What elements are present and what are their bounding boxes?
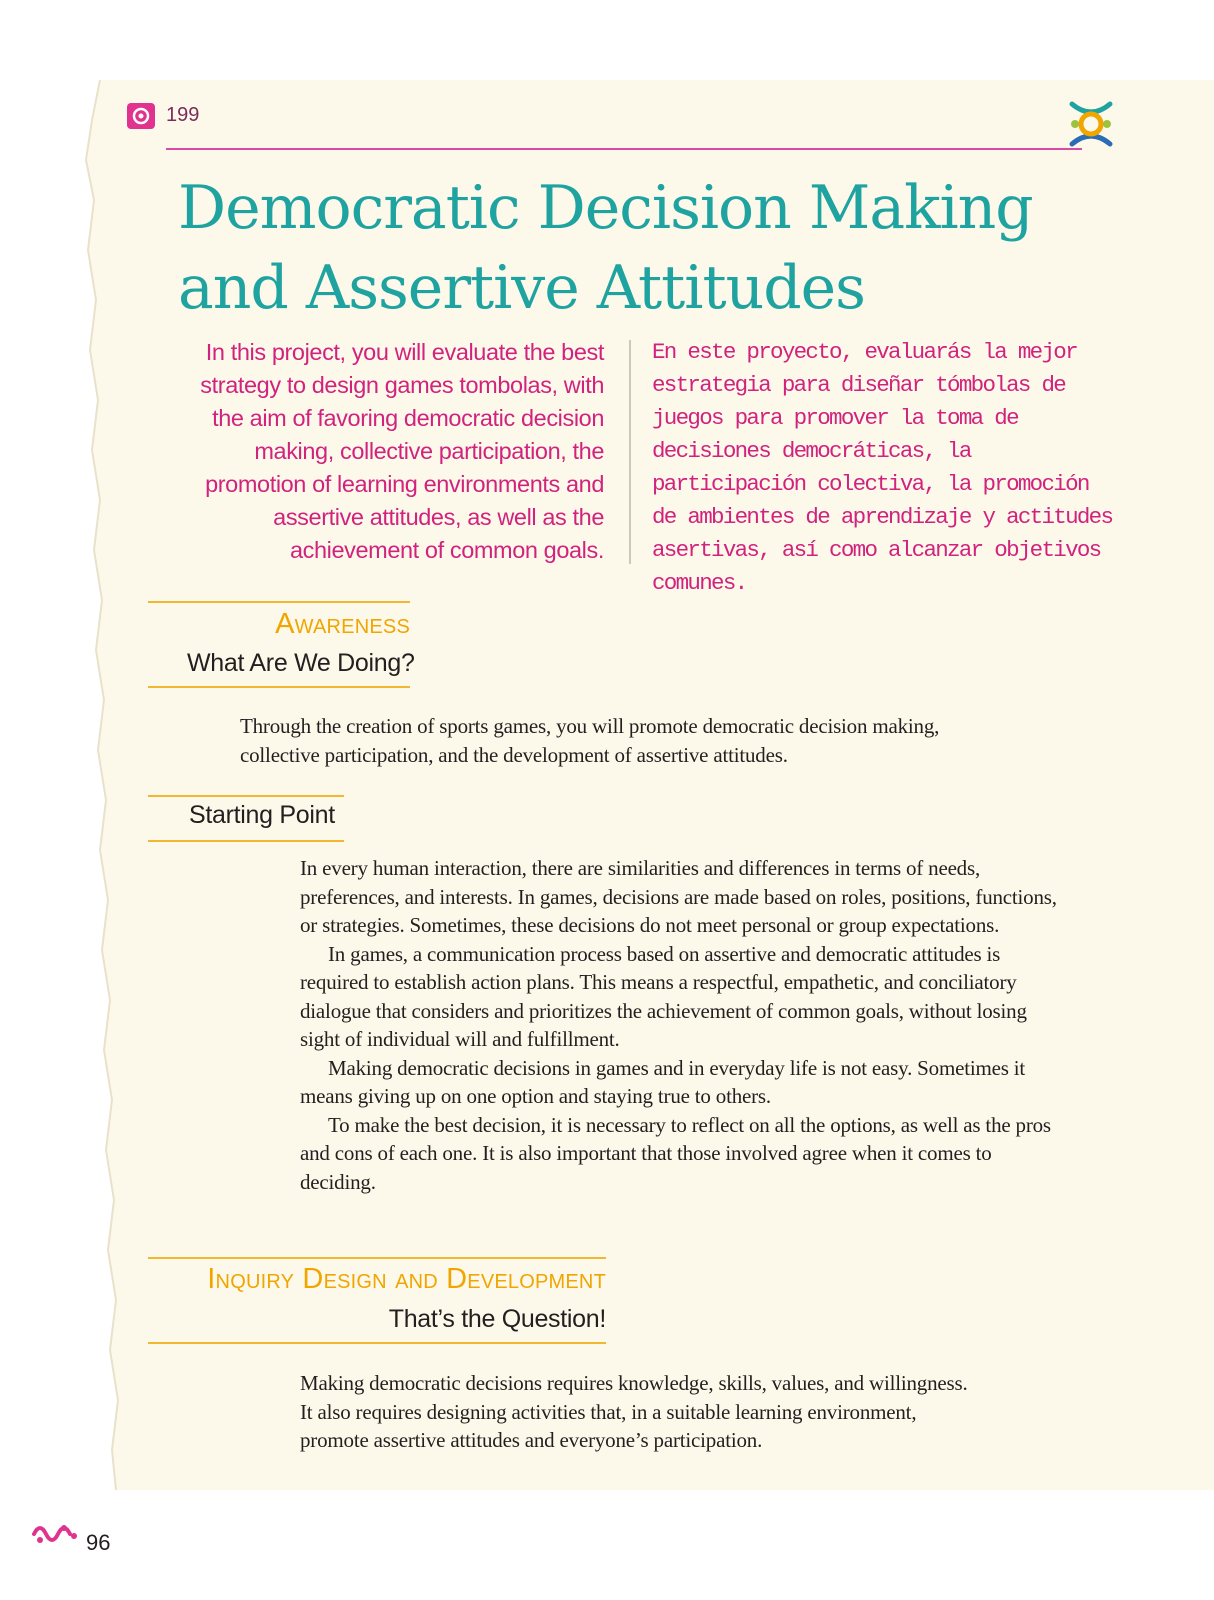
intro-divider [629,340,631,564]
logo-icon [1066,98,1116,150]
inquiry-rule-top [148,1257,606,1259]
starting-point-body [300,854,1060,1196]
page-title [178,168,1078,328]
header-rule [166,148,1082,150]
page-title-line-2: and Assertive Attitudes [178,253,865,323]
intro-spanish: En este proyecto, evaluarás la mejor estrategia para diseñar tómbolas de juegos para promover la toma de decisiones democráticas, la participación colectiva, la promoción de ambientes de aprendizaje y actitudes asertivas, así como alcanzar objetivos comunes. [652,339,1113,596]
awareness-heading: Awareness [275,608,410,640]
header-page-reference: 199 [166,104,200,126]
awareness-text: Through the creation of sports games, you will promote democratic decision making, collective participation, and the development of assertive attitudes. [240,714,940,767]
header-ornament-icon [126,102,156,130]
awareness-rule-top [148,601,410,603]
inquiry-text: Making democratic decisions requires knowledge, skills, values, and willingness. It also requires designing activities that, in a suitable learning environment, promote assertive attitudes and everyone’s participation. [300,1371,968,1452]
paragraph: In games, a communication process based on assertive and democratic attitudes is required to establish action plans. This means a respectful, empathetic, and conciliatory dialogue that considers and prioritizes the achievement of common goals, without losing sight of individual will and fulfillment. [300,941,1027,1051]
starting-point-rule-top [148,795,344,797]
starting-point-subheading: Starting Point [189,801,335,829]
page-number: 96 [86,1530,111,1555]
paragraph: To make the best decision, it is necessary to reflect on all the options, as well as the pros and cons of each one. It is also important that those involved agree when it comes to deciding. [300,1112,1051,1194]
paragraph: In every human interaction, there are similarities and differences in terms of needs, preferences, and interests. In games, decisions are made based on roles, positions, functions, or strategies. Sometimes, these decisions do not meet personal or group expectations. [300,856,1057,937]
inquiry-rule-bottom [148,1342,606,1344]
page-title-line-1: Democratic Decision Making [178,173,1033,243]
inquiry-subheading: That’s the Question! [388,1305,606,1333]
awareness-subheading: What Are We Doing? [187,649,415,677]
awareness-rule-bottom [148,686,410,688]
inquiry-heading: Inquiry Design and Development [207,1263,606,1295]
intro-english: In this project, you will evaluate the best strategy to design games tombolas, with the aim of favoring democratic decision making, collective participation, the promotion of learning environments and assertive attitudes, as well as the achievement of common goals. [200,339,604,563]
paragraph: Making democratic decisions in games and in everyday life is not easy. Sometimes it means giving up on one option and staying true to others. [300,1055,1026,1108]
starting-point-rule-bottom [148,840,344,842]
footer-ornament-icon [30,1520,78,1548]
